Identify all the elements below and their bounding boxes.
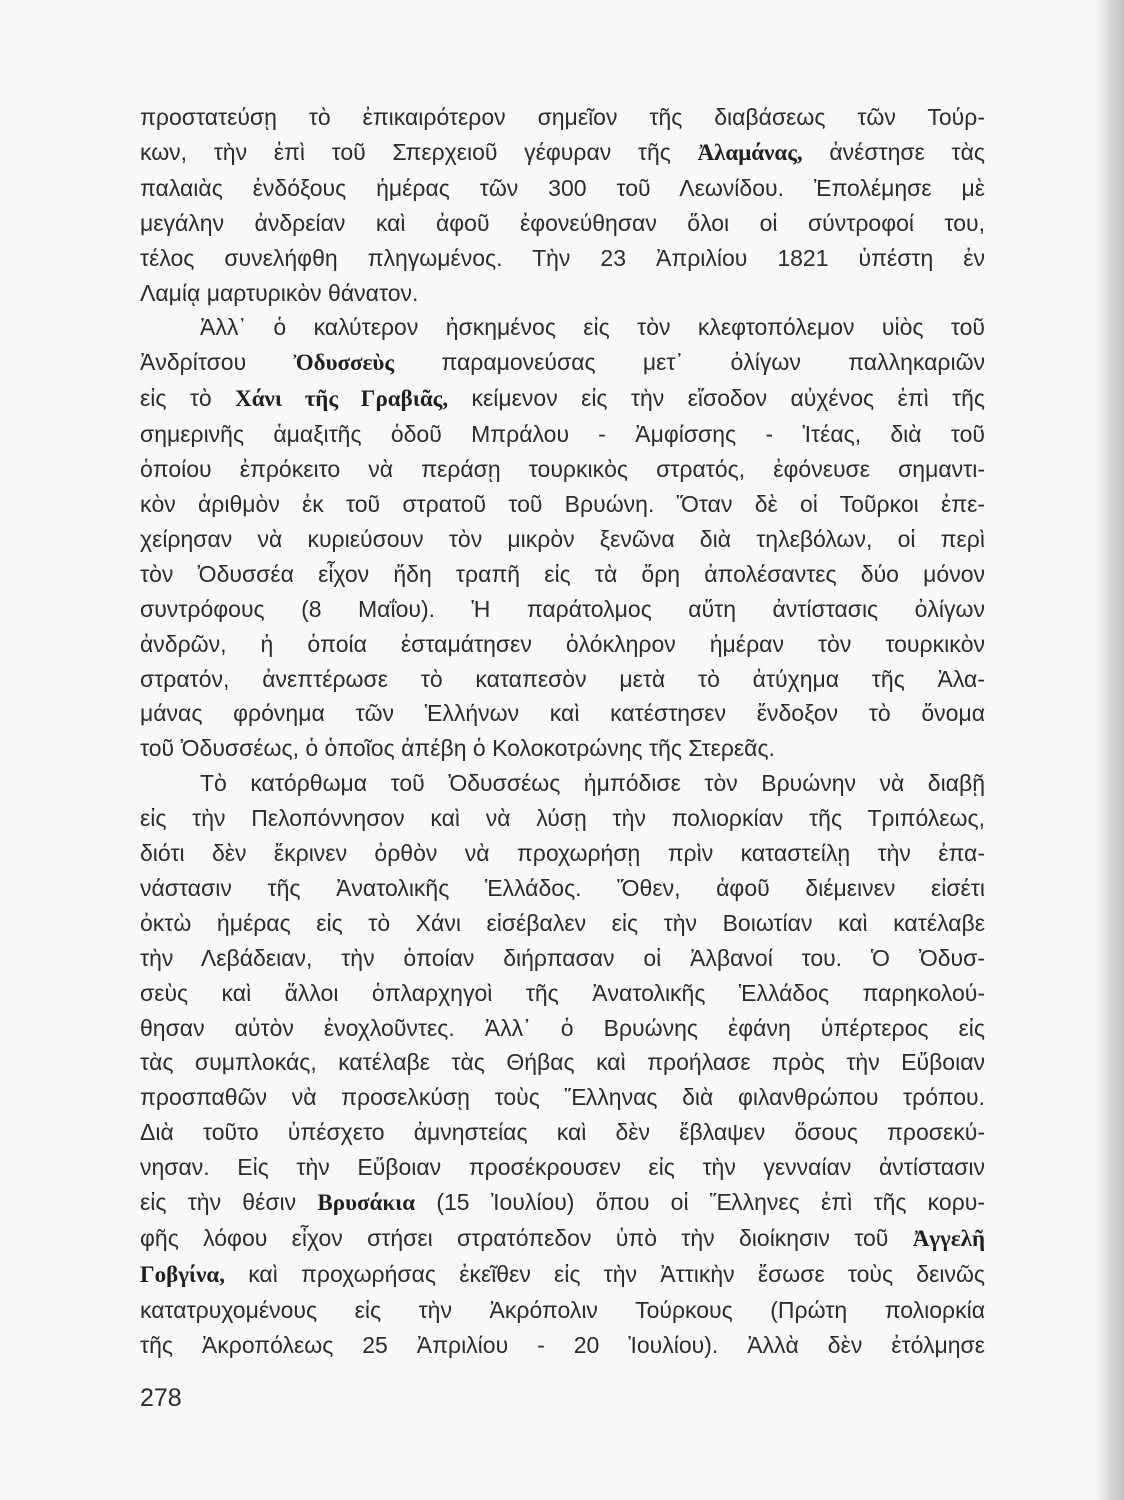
text-line: τὰς συμπλοκάς, κατέλαβε τὰς Θήβας καὶ προήλασε πρὸς τὴν Εὔβοιαν (140, 1049, 985, 1076)
paragraph (140, 310, 985, 766)
text-line: χείρησαν νὰ κυριεύσουν τὸν μικρὸν ξενῶνα διὰ τηλεβόλων, οἱ περὶ (140, 525, 985, 552)
text-line (140, 381, 985, 417)
text-line: μεγάλην ἀνδρείαν καὶ ἀφοῦ ἐφονεύθησαν ὅλοι οἱ σύντροφοί του, (140, 209, 985, 236)
text-line: προσπαθῶν νὰ προσελκύσῃ τοὺς Ἕλληνας διὰ φιλανθρώπου τρόπου. (140, 1084, 985, 1111)
text-line (140, 135, 985, 171)
text-line: Τὸ κατόρθωμα τοῦ Ὀδυσσέως ἠμπόδισε τὸν Βρυώνην νὰ διαβῇ (200, 770, 985, 797)
text-line: Λαμίᾳ μαρτυρικὸν θάνατον. (140, 279, 419, 306)
text-segment: ἀνέστησε τὰς (829, 138, 985, 165)
text-line (140, 1257, 985, 1293)
text-line (140, 1185, 985, 1221)
text-line: ὀκτὼ ἡμέρας εἰς τὸ Χάνι εἰσέβαλεν εἰς τὴν Βοιωτίαν καὶ κατέλαβε (140, 909, 985, 936)
text-line: τὴν Λεβάδειαν, τὴν ὁποίαν διήρπασαν οἱ Ἀλβανοί του. Ὁ Ὀδυσ- (140, 944, 985, 971)
text-line: διότι δὲν ἔκρινεν ὀρθὸν νὰ προχωρήσῃ πρὶν καταστείλῃ τὴν ἐπα- (140, 840, 985, 867)
text-line: τὸν Ὀδυσσέα εἶχον ἤδη τραπῆ εἰς τὰ ὄρη ἀπολέσαντες δύο μόνον (140, 560, 985, 587)
text-line (140, 1221, 985, 1257)
text-line: ἀνδρῶν, ἡ ὁποία ἐσταμάτησεν ὁλόκληρον ἡμέραν τὸν τουρκικὸν (140, 630, 985, 657)
bold-term: Ἀγγελῆ (912, 1226, 986, 1251)
text-line: νησαν. Εἰς τὴν Εὔβοιαν προσέκρουσεν εἰς τὴν γενναίαν ἀντίστασιν (140, 1154, 985, 1181)
text-line: τῆς Ἀκροπόλεως 25 Ἀπριλίου - 20 Ἰουλίου). Ἀλλὰ δὲν ἐτόλμησε (140, 1331, 985, 1358)
text-line: σημερινῆς ἁμαξιτῆς ὁδοῦ Μπράλου - Ἀμφίσσης - Ἰτέας, διὰ τοῦ (140, 421, 985, 448)
bold-term: Ὀδυσσεὺς (293, 350, 395, 376)
text-segment: κείμενον εἰς τὴν εἴσοδον αὐχένος ἐπὶ τῆς (471, 385, 986, 412)
text-line: παλαιὰς ἐνδόξους ἡμέρας τῶν 300 τοῦ Λεωνίδου. Ἐπολέμησε μὲ (140, 174, 985, 201)
bold-term: Ἀλαμάνας, (697, 139, 803, 165)
text-line: Διὰ τοῦτο ὑπέσχετο ἀμνηστείας καὶ δὲν ἔβλαψεν ὅσους προσεκύ- (140, 1119, 985, 1146)
bold-term: Γοβγίνα, (140, 1261, 226, 1287)
text-line: μάνας φρόνημα τῶν Ἑλλήνων καὶ κατέστησεν ἔνδοξον τὸ ὄνομα (140, 700, 985, 727)
bold-term: Χάνι τῆς Γραβιᾶς, (235, 386, 449, 412)
text-segment: εἰς τὴν θέσιν (140, 1189, 297, 1216)
paragraph (140, 100, 985, 310)
text-line: ὁποίου ἐπρόκειτο νὰ περάσῃ τουρκικὸς στρατός, ἐφόνευσε σημαντι- (140, 456, 985, 483)
text-line (140, 345, 985, 381)
text-segment: φῆς λόφου εἶχον στήσει στρατόπεδον ὑπὸ τὴν διοίκησιν τοῦ (140, 1225, 889, 1251)
text-segment: παραμονεύσας μετ᾽ ὀλίγων παλληκαριῶν (441, 349, 986, 376)
page-number: 278 (140, 1384, 182, 1412)
text-line: νάστασιν τῆς Ἀνατολικῆς Ἑλλάδος. Ὅθεν, ἀφοῦ διέμεινεν εἰσέτι (140, 874, 985, 901)
paragraph (140, 766, 985, 1362)
text-line: συντρόφους (8 Μαΐου). Ἡ παράτολμος αὕτη ἀντίστασις ὀλίγων (140, 595, 985, 622)
text-line: θησαν αὐτὸν ἐνοχλοῦντες. Ἀλλ᾽ ὁ Βρυώνης ἐφάνη ὑπέρτερος εἰς (140, 1014, 985, 1041)
text-line: τέλος συνελήφθη πληγωμένος. Τὴν 23 Ἀπριλίου 1821 ὑπέστη ἐν (140, 244, 985, 271)
text-line: κὸν ἀριθμὸν ἐκ τοῦ στρατοῦ τοῦ Βρυώνη. Ὅταν δὲ οἱ Τοῦρκοι ἐπε- (140, 490, 985, 517)
page-edge-shadow (1094, 0, 1124, 1500)
text-line: προστατεύσῃ τὸ ἐπικαιρότερον σημεῖον τῆς διαβάσεως τῶν Τούρ- (140, 104, 985, 130)
bold-term: Βρυσάκια (317, 1190, 416, 1216)
text-segment: Ἀνδρίτσου (140, 349, 247, 376)
text-line: τοῦ Ὀδυσσέως, ὁ ὁποῖος ἀπέβη ὁ Κολοκοτρώνης τῆς Στερεᾶς. (140, 735, 775, 762)
text-segment: εἰς τὸ (140, 385, 212, 412)
text-segment: κων, τὴν ἐπὶ τοῦ Σπερχειοῦ γέφυραν τῆς (140, 138, 671, 165)
text-body (140, 100, 985, 1363)
text-line: κατατρυχομένους εἰς τὴν Ἀκρόπολιν Τούρκους (Πρώτη πολιορκία (140, 1296, 985, 1323)
text-segment: καὶ προχωρήσας ἐκεῖθεν εἰς τὴν Ἀττικὴν ἔσωσε τοὺς δεινῶς (248, 1260, 985, 1287)
text-line: σεὺς καὶ ἄλλοι ὁπλαρχηγοὶ τῆς Ἀνατολικῆς Ἑλλάδος παρηκολού- (140, 979, 985, 1006)
text-line: εἰς τὴν Πελοπόννησον καὶ νὰ λύσῃ τὴν πολιορκίαν τῆς Τριπόλεως, (140, 805, 985, 832)
text-line: Ἀλλ᾽ ὁ καλύτερον ἠσκημένος εἰς τὸν κλεφτοπόλεμον υἱὸς τοῦ (200, 314, 985, 341)
text-segment: (15 Ἰουλίου) ὅπου οἱ Ἕλληνες ἐπὶ τῆς κορυ- (436, 1189, 986, 1216)
text-line: στρατόν, ἀνεπτέρωσε τὸ καταπεσὸν μετὰ τὸ ἀτύχημα τῆς Ἀλα- (140, 665, 985, 692)
